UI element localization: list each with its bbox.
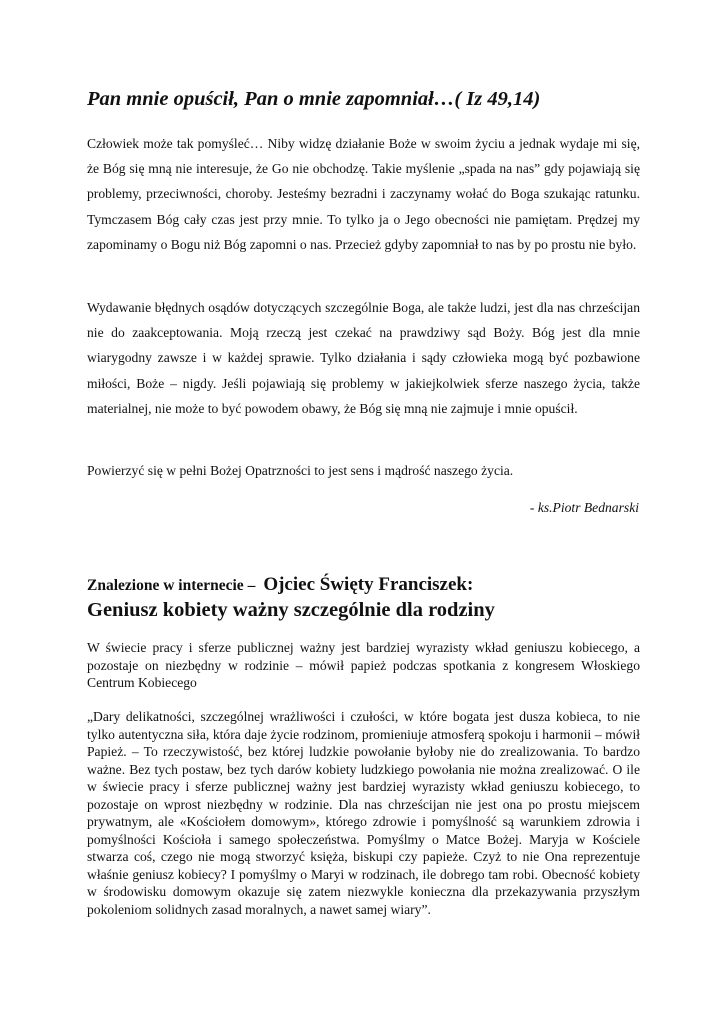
article-2-heading: [87, 573, 647, 623]
article-1-paragraph-1: Człowiek może tak pomyśleć… Niby widzę działanie Boże w swoim życiu a jednak wydaje mi się, że Bóg się mną nie interesuje, że Go nie obchodzę. Takie myślenie „spada na nas” gdy pojawiają się problemy, przeciwności, choroby. Jesteśmy bezradni i zaczynamy wołać do Boga szukając ratunku. Tymczasem Bóg cały czas jest przy mnie. To tylko ja o Jego obecności nie pamiętam. Prędzej my zapominamy o Bogu niż Bóg zapomni o nas. Przecież gdyby zapomniał to nas by po prostu nie było.: [87, 136, 640, 252]
article-2-heading-line-1: [87, 573, 647, 597]
article-1-signature: - ks.Piotr Bednarski: [529, 500, 639, 515]
article-2-paragraph-2: „Dary delikatności, szczególnej wrażliwości i czułości, w które bogata jest dusza kobieca, to nie tylko autentyczna siła, która daje życie rodzinom, promieniuje atmosferą spokoju i harmonii – mówił Papież. – To rzeczywistość, bez której ludzkie powołanie byłoby nie do zrealizowania. To bardzo ważne. Bez tych postaw, bez tych darów kobiety ludzkiego powołania nie można zrealizować. O ile w świecie pracy i sferze publicznej ważny jest bardziej wyrazisty wkład geniuszu kobiecego, to pozostaje on wprost niezbędny w rodzinie. Dla nas chrześcijan nie jest ona po prostu miejscem prywatnym, ale «Kościołem domowym», którego zdrowie i pomyślność są warunkiem zdrowia i pomyślności Kościoła i samego społeczeństwa. Pomyślmy o Matce Bożej. Maryja w Kościele stwarza coś, czego nie mogą stworzyć księża, biskupi czy papieże. Czyż to nie Ona reprezentuje właśnie geniusz kobiecy? I pomyślmy o Maryi w rodzinach, ile dobrego tam robi. Obecność kobiety w środowisku domowym okazuje się zatem niezwykle konieczna dla przekazywania przyszłym pokoleniom solidnych zasad moralnych, a nawet samej wiary”.: [87, 709, 640, 917]
article-2-paragraph-1: W świecie pracy i sferze publicznej ważny jest bardziej wyrazisty wkład geniuszu kobiecego, a pozostaje on niezbędny w rodzinie – mówił papież podczas spotkania z kongresem Włoskiego Centrum Kobiecego: [87, 640, 640, 690]
article-2-source-prefix: Znalezione w internecie –: [87, 577, 256, 594]
article-1-paragraph-2: Wydawanie błędnych osądów dotyczących szczególnie Boga, ale także ludzi, jest dla nas chrześcijan nie do zaakceptowania. Moją rzeczą jest czekać na prawdziwy sąd Boży. Bóg jest dla mnie wiarygodny zawsze i w każdej sprawie. Tylko działania i sądy człowieka mogą być pozbawione miłości, Boże – nigdy. Jeśli pojawiają się problemy w jakiejkolwiek sferze naszego życia, także materialnej, nie może to być powodem obawy, że Bóg się mną nie zajmuje i mnie opuścił.: [87, 300, 640, 416]
article-2-title: Geniusz kobiety ważny szczególnie dla rodziny: [87, 599, 495, 621]
article-2-author-name: Ojciec Święty Franciszek:: [263, 574, 474, 595]
article-1-paragraph-3: Powierzyć się w pełni Bożej Opatrzności to jest sens i mądrość naszego życia.: [87, 463, 514, 478]
article-1-title: Pan mnie opuścił, Pan o mnie zapomniał…( Iz 49,14): [87, 88, 541, 110]
